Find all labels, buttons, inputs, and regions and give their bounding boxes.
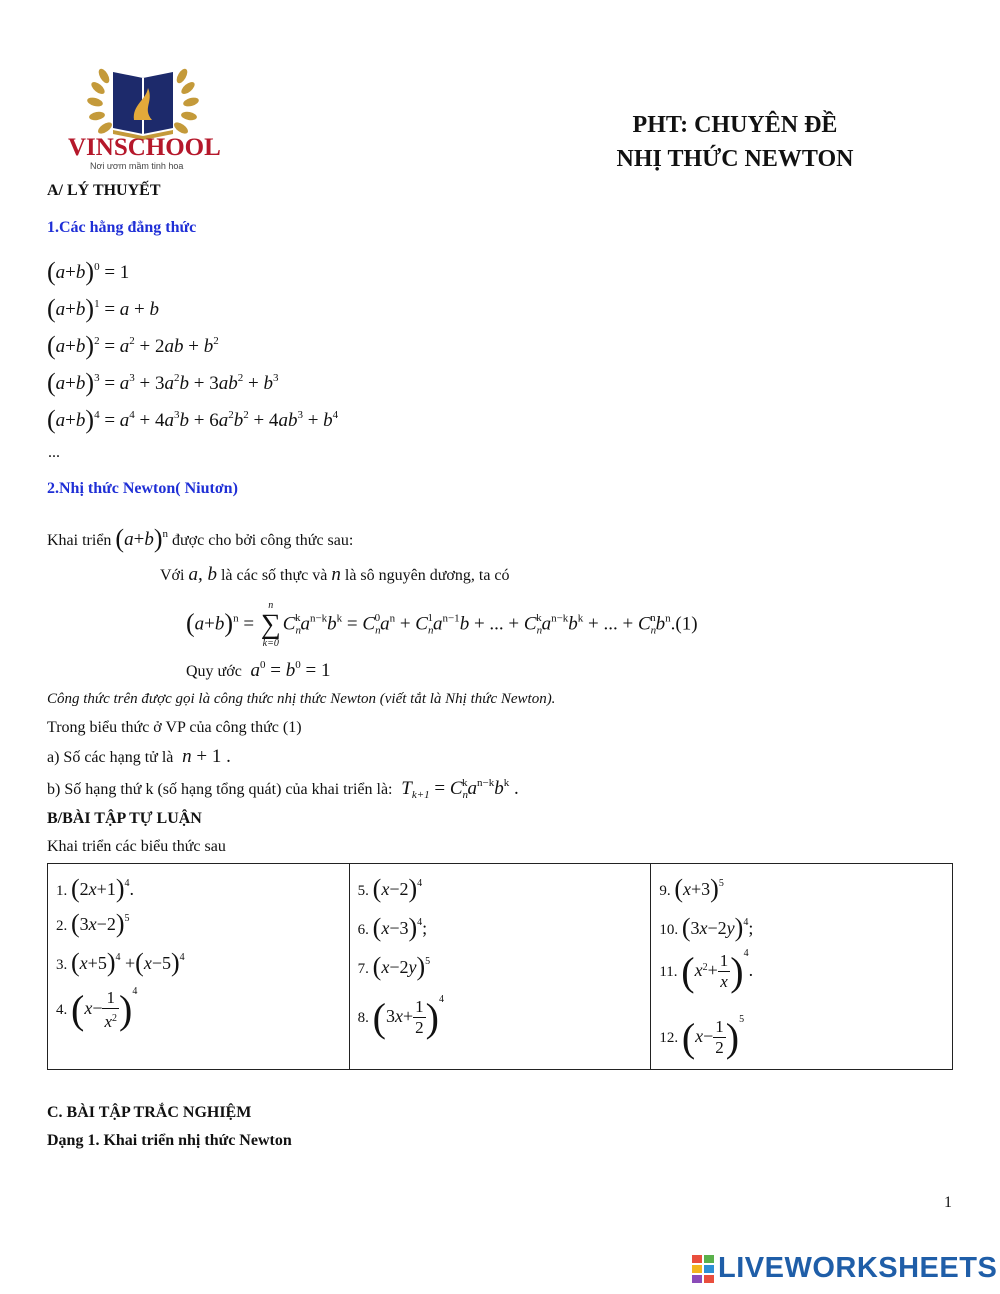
with-line bbox=[160, 564, 510, 586]
title-line-2: NHỊ THỨC NEWTON bbox=[616, 146, 854, 172]
exercise-number: 2. bbox=[56, 918, 68, 934]
b-line-text: b) Số hạng thứ k (số hạng tổng quát) của khai triển là: bbox=[47, 781, 393, 798]
exercise-10: 10. $(3x-2y)^4$; bbox=[659, 913, 754, 942]
exercise-number: 10. bbox=[659, 922, 679, 938]
exercise-5: 5. $(x-2)^4$ bbox=[357, 874, 423, 903]
vp-line: Trong biểu thức ở VP của công thức (1) bbox=[47, 719, 302, 736]
convention-line bbox=[186, 659, 330, 682]
exercise-number: 9. bbox=[659, 883, 671, 899]
page-title bbox=[560, 108, 910, 176]
exercise-number: 12. bbox=[659, 1030, 679, 1046]
with-var-n: n bbox=[331, 564, 341, 585]
exercise-column-2 bbox=[349, 864, 651, 1070]
b-line bbox=[47, 777, 519, 801]
a-line bbox=[47, 746, 231, 768]
b-line-expr: $T_{k+1} = C_n^ka^{n-k}b^k$ . bbox=[396, 777, 519, 801]
italic-note: Công thức trên được gọi là công thức nhị thức Newton (viết tắt là Nhị thức Newton). bbox=[47, 691, 556, 707]
exercise-column-1 bbox=[48, 864, 350, 1070]
ellipsis: ... bbox=[48, 444, 60, 461]
section-c-sub: Dạng 1. Khai triển nhị thức Newton bbox=[47, 1132, 292, 1149]
exercise-12: 12. (x− $\frac{1}{2}$ )$^5$ bbox=[659, 1014, 745, 1060]
identity-1: $(a+b)^1 = a + b$ bbox=[47, 294, 159, 323]
exercise-9: 9. $(x+3)^5$ bbox=[659, 874, 724, 903]
exercise-6: 6. $(x-3)^4$; bbox=[357, 913, 428, 942]
with-var-ab: a, b bbox=[188, 564, 217, 585]
section-c-heading: C. BÀI TẬP TRẮC NGHIỆM bbox=[47, 1104, 252, 1121]
binomial-formula: $(a+b)^n$ = n ∑ k=0 $C_n^ka^{n-k}b^k = C_n^0a^n + C_n^1a^{n-1}b$ + ... + $C_n^ka^{n-k}b^k$ + ... + $C_n^nb^n.(1)$ bbox=[186, 600, 698, 649]
exercise-2: 2. $(3x-2)^5$ bbox=[56, 909, 130, 938]
exercise-4: 4. (x− $\frac{1}{x^2}$ )$^4$ bbox=[56, 986, 138, 1032]
identity-4: $(a+b)^4 = a^4 + 4a^3b + 6a^2b^2 + 4ab^3 + b^4$ bbox=[47, 405, 339, 434]
liveworksheets-logo-icon bbox=[692, 1255, 714, 1283]
a-line-expr: n + 1 . bbox=[177, 746, 231, 767]
identity-2: $(a+b)^2 = a^2 + 2ab + b^2$ bbox=[47, 331, 219, 360]
brand-slogan: Nơi ươm mầm tinh hoa bbox=[90, 161, 184, 171]
exercise-number: 7. bbox=[357, 961, 369, 977]
identity-0: $(a+b)^0 = 1$ bbox=[47, 257, 130, 286]
title-line-1: PHT: CHUYÊN ĐỀ bbox=[632, 112, 838, 138]
subheading-identities: 1.Các hằng đẳng thức bbox=[47, 219, 197, 236]
exercise-7: 7. $(x-2y)^5$ bbox=[357, 952, 431, 981]
expand-expr: $(a+b)^n$ bbox=[115, 524, 168, 553]
with-text-1: Với bbox=[160, 567, 185, 584]
school-logo bbox=[68, 50, 221, 172]
convention-expr: $a^0 = b^0 = 1$ bbox=[245, 659, 331, 681]
subheading-newton: 2.Nhị thức Newton( Niutơn) bbox=[47, 480, 238, 497]
section-b-instruction: Khai triển các biểu thức sau bbox=[47, 838, 226, 855]
liveworksheets-watermark bbox=[692, 1252, 997, 1288]
exercise-number: 6. bbox=[357, 922, 369, 938]
with-text-3: là sô nguyên dương, ta có bbox=[344, 567, 510, 584]
a-line-text: a) Số các hạng tử là bbox=[47, 749, 174, 766]
expand-text-before: Khai triển bbox=[47, 532, 112, 549]
exercise-11: 11. ($x^2+$ $\frac{1}{x}$ )$^4$. bbox=[659, 948, 754, 994]
expand-text-after: được cho bởi công thức sau: bbox=[171, 532, 354, 549]
exercise-number: 5. bbox=[357, 883, 369, 899]
exercise-number: 8. bbox=[357, 1010, 369, 1026]
exercise-number: 11. bbox=[659, 964, 678, 980]
section-b-heading: B/BÀI TẬP TỰ LUẬN bbox=[47, 810, 202, 827]
exercise-8: 8. (3x+ $\frac{1}{2}$ )$^4$ bbox=[357, 994, 444, 1040]
expand-line bbox=[47, 524, 353, 554]
convention-text: Quy ước bbox=[186, 663, 242, 680]
exercise-number: 1. bbox=[56, 883, 68, 899]
exercise-1: 1. $(2x+1)^4$. bbox=[56, 874, 134, 903]
exercise-3: 3. $(x+5)^4 +(x-5)^4$ bbox=[56, 948, 185, 977]
identity-3: $(a+b)^3 = a^3 + 3a^2b + 3ab^2 + b^3$ bbox=[47, 368, 279, 397]
with-text-2: là các số thực và bbox=[220, 567, 328, 584]
watermark-text: LIVEWORKSHEETS bbox=[718, 1252, 998, 1284]
exercise-number: 4. bbox=[56, 1002, 68, 1018]
exercise-column-3 bbox=[651, 864, 953, 1070]
page-number: 1 bbox=[944, 1194, 952, 1211]
exercise-number: 3. bbox=[56, 957, 68, 973]
exercise-table bbox=[47, 863, 953, 1070]
section-a-heading: A/ LÝ THUYẾT bbox=[47, 182, 161, 199]
brand-name: VINSCHOOL bbox=[68, 134, 221, 161]
